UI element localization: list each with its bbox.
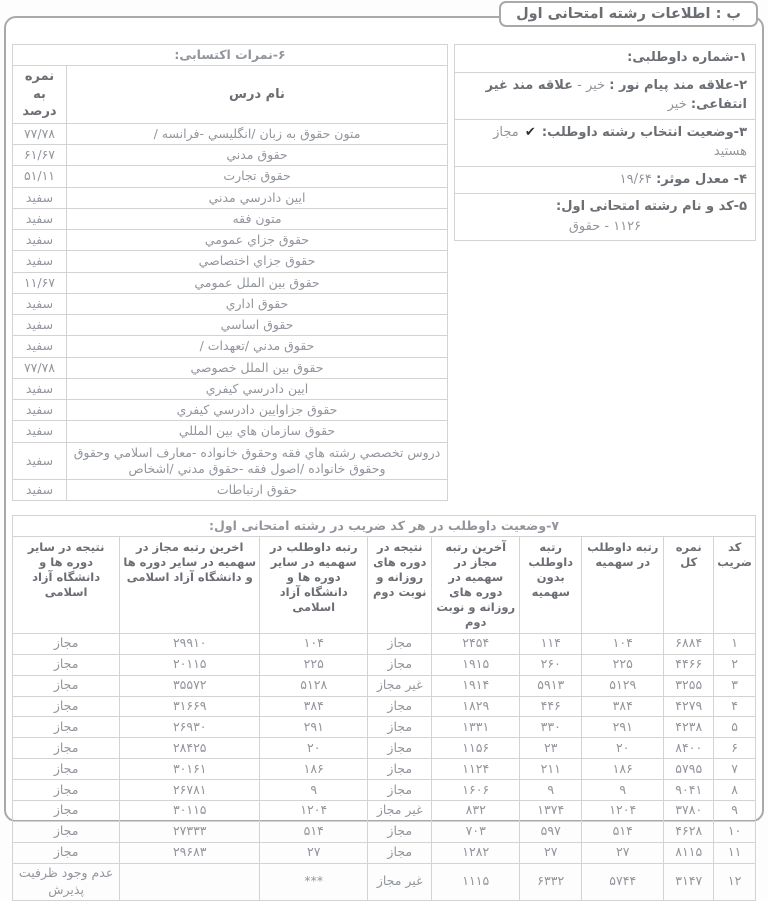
result-cell: ۲۲۵ — [582, 654, 664, 675]
result-cell: ۲۲۵ — [260, 654, 368, 675]
result-cell: مجاز — [368, 633, 432, 654]
result-row — [13, 842, 756, 863]
course-name-cell: ایین دادرسي مدني — [67, 187, 448, 208]
grade-row — [13, 145, 448, 166]
course-name-cell: حقوق جزاي اختصاصي — [67, 251, 448, 272]
grade-row — [13, 480, 448, 501]
result-cell: مجاز — [13, 633, 120, 654]
result-cell: ۵ — [714, 717, 756, 738]
score-cell: ۵۱/۱۱ — [13, 166, 67, 187]
result-cell: مجاز — [13, 780, 120, 801]
result-cell: مجاز — [13, 821, 120, 842]
result-cell: ۵۱۴ — [582, 821, 664, 842]
result-row — [13, 696, 756, 717]
candidate-number-label: ۱-شماره داوطلبی: — [627, 50, 747, 65]
result-cell: ۲۰۱۱۵ — [120, 654, 260, 675]
result-cell: ۱۳۳۱ — [432, 717, 520, 738]
course-name-cell: متون حقوق به زبان /انگلیسي -فرانسه / — [67, 123, 448, 144]
payamnoor-interest-label: ۲-علاقه مند پیام نور : — [609, 77, 747, 93]
col-result-other-courses: نتیجه در سایر دوره ها و دانشگاه آزاد اسلامی — [13, 537, 120, 634]
result-cell: مجاز — [368, 842, 432, 863]
selection-status-row — [455, 119, 755, 166]
course-name-cell: دروس تخصصي رشته هاي فقه وحقوق خانواده -معارف اسلامي وحقوق وحقوق خانواده /اصول فقه -حقوق مدني /اشخاص — [67, 442, 448, 480]
result-cell: غیر مجاز — [368, 675, 432, 696]
score-cell: ۷۷/۷۸ — [13, 357, 67, 378]
result-cell: مجاز — [13, 800, 120, 821]
result-cell: ۵۱۲۸ — [260, 675, 368, 696]
result-cell: ۲۶۷۸۱ — [120, 780, 260, 801]
result-cell: ۲۹۱ — [582, 717, 664, 738]
col-rank-without-quota: رتبه داوطلب بدون سهمیه — [520, 537, 582, 634]
result-cell: ۲۹۹۱۰ — [120, 633, 260, 654]
result-cell: ۲۳ — [520, 738, 582, 759]
nonprofit-interest-value: خیر — [667, 97, 687, 112]
result-cell: ۲۰ — [260, 738, 368, 759]
result-cell: ۴۲۷۹ — [664, 696, 714, 717]
result-cell: ۲۷ — [582, 842, 664, 863]
result-cell: ۹ — [582, 780, 664, 801]
result-cell: ۲۹۶۸۳ — [120, 842, 260, 863]
result-cell: ۸ — [714, 780, 756, 801]
score-cell: ۶۱/۶۷ — [13, 145, 67, 166]
grade-row — [13, 123, 448, 144]
result-cell: ۱۲ — [714, 863, 756, 901]
grade-row — [13, 293, 448, 314]
result-cell: ۲۶۹۳۰ — [120, 717, 260, 738]
score-cell: سفید — [13, 442, 67, 480]
grade-row — [13, 230, 448, 251]
separator: - — [572, 77, 586, 93]
result-cell: مجاز — [13, 842, 120, 863]
result-cell: ۱۲۸۲ — [432, 842, 520, 863]
result-cell: ۱۰۴ — [582, 633, 664, 654]
result-row — [13, 800, 756, 821]
result-row — [13, 654, 756, 675]
result-cell: ۳۲۵۵ — [664, 675, 714, 696]
result-cell: مجاز — [13, 717, 120, 738]
checkmark-icon: ✔ — [524, 124, 536, 140]
results-section-title: ۷-وضعیت داوطلب در هر کد ضریب در رشته امتحانی اول: — [13, 516, 756, 537]
col-rank-other-courses: رتبه داوطلب در سهمیه در سایر دوره ها و دانشگاه آزاد اسلامی — [260, 537, 368, 634]
result-cell: ۹۰۴۱ — [664, 780, 714, 801]
selection-status-value: مجاز هستید — [493, 124, 747, 159]
result-cell: ۵۱۴ — [260, 821, 368, 842]
result-cell: ۱۰۴ — [260, 633, 368, 654]
field-code-value: ۱۱۲۶ - حقوق — [568, 218, 642, 234]
course-name-cell: حقوق ارتباطات — [67, 480, 448, 501]
result-cell: ۱۱۵۶ — [432, 738, 520, 759]
result-cell: ۲۶۰ — [520, 654, 582, 675]
result-cell: ۱۲۰۴ — [260, 800, 368, 821]
field-code-row — [455, 193, 755, 240]
score-header: نمره به درصد — [13, 66, 67, 124]
score-cell: سفید — [13, 400, 67, 421]
course-name-cell: حقوق سازمان هاي بین المللي — [67, 421, 448, 442]
result-cell: مجاز — [368, 780, 432, 801]
score-cell: ۷۷/۷۸ — [13, 123, 67, 144]
score-cell: سفید — [13, 230, 67, 251]
grade-row — [13, 208, 448, 229]
result-cell: ۱۳۷۴ — [520, 800, 582, 821]
grades-table — [12, 44, 448, 501]
result-cell: ۵۱۲۹ — [582, 675, 664, 696]
result-cell: ۲۷ — [520, 842, 582, 863]
grade-row — [13, 251, 448, 272]
result-cell: ۵۷۴۴ — [582, 863, 664, 901]
results-header-row — [13, 537, 756, 634]
course-name-cell: حقوق تجارت — [67, 166, 448, 187]
result-cell: ۳۷۸۰ — [664, 800, 714, 821]
grade-row — [13, 421, 448, 442]
score-cell: سفید — [13, 315, 67, 336]
result-cell: ۵۹۷ — [520, 821, 582, 842]
result-cell: ۱۱۱۵ — [432, 863, 520, 901]
result-cell: مجاز — [13, 696, 120, 717]
grades-section — [12, 44, 448, 501]
result-cell: ۶ — [714, 738, 756, 759]
result-cell: ۱۹۱۴ — [432, 675, 520, 696]
grade-row — [13, 166, 448, 187]
grade-row — [13, 357, 448, 378]
results-table — [12, 515, 756, 901]
gpa-row — [455, 166, 755, 194]
result-cell: ۹ — [260, 780, 368, 801]
result-cell: ۷ — [714, 759, 756, 780]
result-cell: ۳۳۰ — [520, 717, 582, 738]
page-title — [499, 1, 758, 27]
col-last-admitted-rank-other: اخرین رتبه مجاز در سهمیه در سایر دوره ها و دانشگاه آزاد اسلامی — [120, 537, 260, 634]
course-name-cell: ایین دادرسي کیفري — [67, 378, 448, 399]
payamnoor-interest-value: خیر — [585, 77, 606, 93]
result-cell: ۲۰ — [582, 738, 664, 759]
result-cell: ۳۱۶۶۹ — [120, 696, 260, 717]
result-cell: ۲۷ — [260, 842, 368, 863]
grade-row — [13, 315, 448, 336]
score-cell: سفید — [13, 251, 67, 272]
result-cell: ۵۹۱۳ — [520, 675, 582, 696]
result-cell: ۲۷۳۳۳ — [120, 821, 260, 842]
field-code-label: ۵-کد و نام رشته امتحانی اول: — [556, 199, 747, 214]
gpa-value: ۱۹/۶۴ — [619, 171, 652, 187]
result-cell: ۳۵۵۷۲ — [120, 675, 260, 696]
col-total-score: نمره کل — [664, 537, 714, 634]
result-cell: ۳۰۱۶۱ — [120, 759, 260, 780]
result-cell: ۳۸۴ — [582, 696, 664, 717]
result-cell: ۱ — [714, 633, 756, 654]
result-cell: ۶۸۸۴ — [664, 633, 714, 654]
result-cell: ۹ — [520, 780, 582, 801]
course-name-cell: حقوق مدني /تعهدات / — [67, 336, 448, 357]
result-cell: ۳۱۴۷ — [664, 863, 714, 901]
result-cell: ۱۸۶ — [260, 759, 368, 780]
result-cell: ۴۴۶۶ — [664, 654, 714, 675]
course-name-cell: حقوق اساسي — [67, 315, 448, 336]
grade-row — [13, 442, 448, 480]
result-cell: ۱۱۴ — [520, 633, 582, 654]
result-cell: ۳ — [714, 675, 756, 696]
grade-row — [13, 272, 448, 293]
score-cell: ۱۱/۶۷ — [13, 272, 67, 293]
score-cell: سفید — [13, 421, 67, 442]
course-name-cell: متون فقه — [67, 208, 448, 229]
result-cell: ۹ — [714, 800, 756, 821]
result-cell: مجاز — [368, 717, 432, 738]
score-cell: سفید — [13, 187, 67, 208]
result-row — [13, 738, 756, 759]
grades-section-title: ۶-نمرات اکتسابی: — [13, 45, 448, 66]
result-row — [13, 821, 756, 842]
result-cell: ۲۴۵۴ — [432, 633, 520, 654]
result-cell: ۱۰ — [714, 821, 756, 842]
result-cell: مجاز — [368, 654, 432, 675]
result-cell: مجاز — [13, 759, 120, 780]
result-cell: ۲ — [714, 654, 756, 675]
grades-header-row — [13, 66, 448, 124]
main-panel — [4, 16, 764, 897]
course-name-cell: حقوق جزاوایین دادرسي کیفري — [67, 400, 448, 421]
candidate-info-panel — [454, 44, 756, 241]
result-cell: ۱۸۶ — [582, 759, 664, 780]
result-row — [13, 633, 756, 654]
grade-row — [13, 336, 448, 357]
course-name-cell: حقوق جزاي عمومي — [67, 230, 448, 251]
result-cell: ۴۶۲۸ — [664, 821, 714, 842]
result-cell: مجاز — [368, 696, 432, 717]
col-last-admitted-rank-day: آخرین رتبه مجاز در سهمیه در دوره های روزانه و نوبت دوم — [432, 537, 520, 634]
result-cell: مجاز — [13, 738, 120, 759]
result-cell — [120, 863, 260, 901]
course-name-cell: حقوق اداري — [67, 293, 448, 314]
result-row — [13, 780, 756, 801]
result-cell: ۴۲۳۸ — [664, 717, 714, 738]
score-cell: سفید — [13, 293, 67, 314]
result-cell: ۳۸۴ — [260, 696, 368, 717]
result-cell: ۶۳۳۲ — [520, 863, 582, 901]
result-cell: مجاز — [13, 675, 120, 696]
score-cell: سفید — [13, 480, 67, 501]
result-cell: ۲۹۱ — [260, 717, 368, 738]
result-cell: ۵۷۹۵ — [664, 759, 714, 780]
result-cell: مجاز — [368, 821, 432, 842]
grade-row — [13, 400, 448, 421]
course-name-cell: حقوق بین الملل عمومي — [67, 272, 448, 293]
candidate-number-row — [455, 45, 755, 72]
score-cell: سفید — [13, 208, 67, 229]
result-cell: عدم وجود ظرفیت پذیرش — [13, 863, 120, 901]
result-cell: ۸۳۲ — [432, 800, 520, 821]
score-cell: سفید — [13, 378, 67, 399]
course-name-cell: حقوق بین الملل خصوصي — [67, 357, 448, 378]
score-cell: سفید — [13, 336, 67, 357]
result-cell: ۲۱۱ — [520, 759, 582, 780]
result-cell: ۱۶۰۶ — [432, 780, 520, 801]
results-section — [12, 515, 756, 901]
result-cell: ۱۱ — [714, 842, 756, 863]
result-cell: مجاز — [368, 759, 432, 780]
selection-status-label: ۳-وضعیت انتخاب رشته داوطلب: — [541, 124, 747, 140]
result-cell: غیر مجاز — [368, 800, 432, 821]
result-cell: ۱۲۰۴ — [582, 800, 664, 821]
result-cell: ۱۹۱۵ — [432, 654, 520, 675]
course-name-cell: حقوق مدني — [67, 145, 448, 166]
result-cell: ۸۴۰۰ — [664, 738, 714, 759]
result-row — [13, 717, 756, 738]
result-row — [13, 863, 756, 901]
gpa-label: ۴- معدل موثر: — [656, 171, 747, 187]
course-name-header: نام درس — [67, 66, 448, 124]
col-result-day-courses: نتیجه در دوره های روزانه و نوبت دوم — [368, 537, 432, 634]
result-cell: ۲۸۴۲۵ — [120, 738, 260, 759]
col-coefficient-code: کد ضریب — [714, 537, 756, 634]
result-cell: ۳۰۱۱۵ — [120, 800, 260, 821]
result-row — [13, 675, 756, 696]
interest-row — [455, 72, 755, 119]
result-cell: ۸۱۱۵ — [664, 842, 714, 863]
grade-row — [13, 378, 448, 399]
grade-row — [13, 187, 448, 208]
result-row — [13, 759, 756, 780]
nonprofit-interest-label: علاقه مند غیر انتفاعی: — [485, 77, 747, 112]
result-cell: ۴ — [714, 696, 756, 717]
result-cell: ۱۸۲۹ — [432, 696, 520, 717]
result-cell: ۷۰۳ — [432, 821, 520, 842]
result-cell: ۱۱۲۴ — [432, 759, 520, 780]
col-rank-in-quota: رتبه داوطلب در سهمیه — [582, 537, 664, 634]
page-title-text: ب : اطلاعات رشته امتحانی اول — [516, 6, 741, 22]
result-cell: ۴۴۶ — [520, 696, 582, 717]
top-section — [12, 44, 756, 501]
result-cell: مجاز — [368, 738, 432, 759]
result-cell: غیر مجاز — [368, 863, 432, 901]
result-cell: *** — [260, 863, 368, 901]
result-cell: مجاز — [13, 654, 120, 675]
